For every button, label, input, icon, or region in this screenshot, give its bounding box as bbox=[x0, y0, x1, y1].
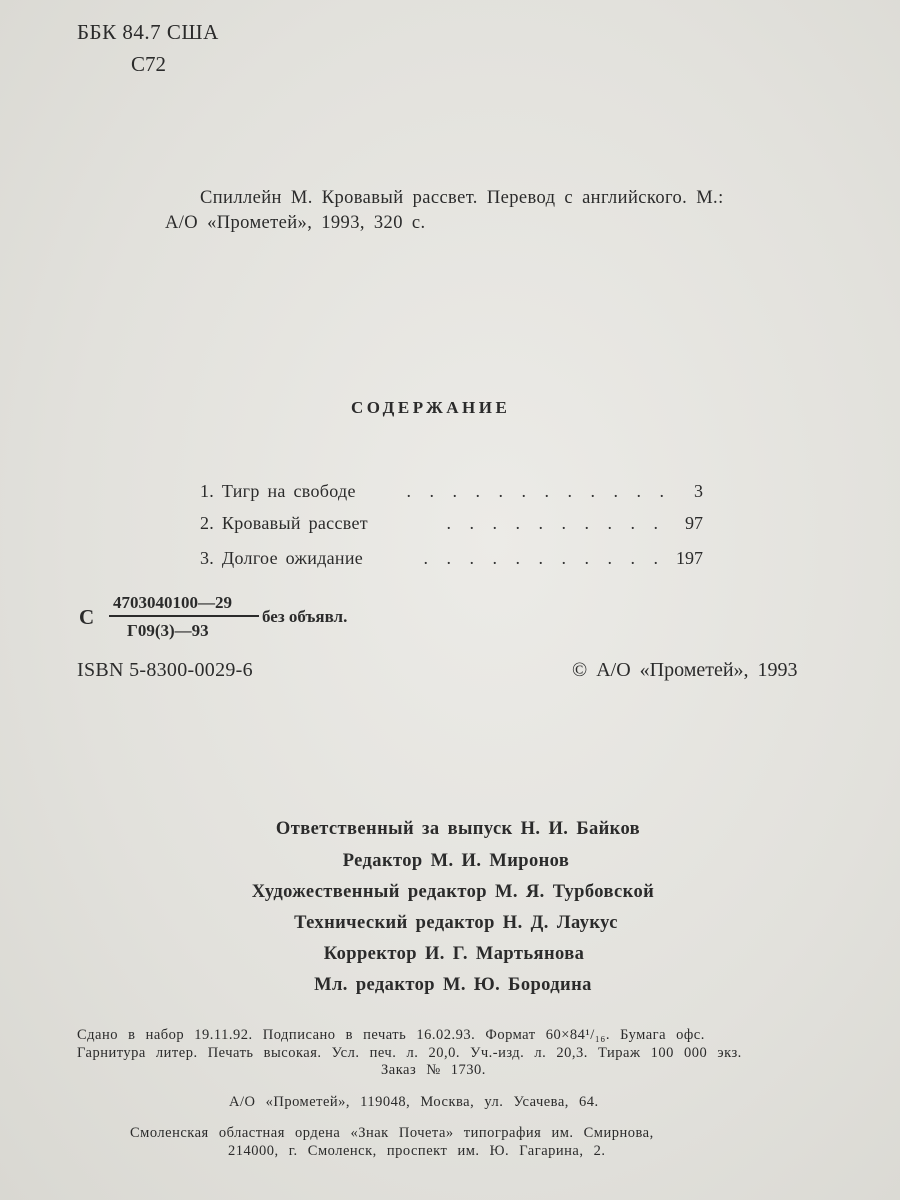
imprint-line-2: Гарнитура литер. Печать высокая. Усл. печ. л. 20,0. Уч.-изд. л. 20,3. Тираж 100 000 экз. bbox=[77, 1045, 742, 1061]
printer-line-2: 214000, г. Смоленск, проспект им. Ю. Гагарина, 2. bbox=[228, 1143, 606, 1159]
annotation-line-1: Спиллейн М. Кровавый рассвет. Перевод с английского. М.: bbox=[200, 188, 724, 208]
contents-item-page: 3 bbox=[694, 481, 703, 501]
credit-line: Редактор М. И. Миронов bbox=[342, 851, 570, 871]
index-letter: С bbox=[79, 605, 95, 629]
printer-line-1: Смоленская областная ордена «Знак Почета» типография им. Смирнова, bbox=[130, 1125, 654, 1141]
contents-item bbox=[200, 548, 703, 576]
isbn: ISBN 5-8300-0029-6 bbox=[77, 659, 253, 681]
contents-title: СОДЕРЖАНИЕ bbox=[351, 398, 511, 417]
contents-item-leader: . . . . . . . . . . bbox=[446, 513, 665, 533]
credit-line: Художественный редактор М. Я. Турбовской bbox=[251, 882, 655, 902]
contents-item-label: 3. Долгое ожидание bbox=[200, 548, 364, 568]
index-fraction-line bbox=[109, 615, 259, 617]
contents-item bbox=[200, 513, 703, 541]
copyright: © А/О «Прометей», 1993 bbox=[572, 659, 798, 681]
author-mark: С72 bbox=[131, 52, 167, 76]
imprint-line-1: Сдано в набор 19.11.92. Подписано в печать 16.02.93. Формат 60×84¹/₁₆. Бумага офс. bbox=[77, 1027, 705, 1043]
credit-line: Технический редактор Н. Д. Лаукус bbox=[294, 913, 618, 933]
credit-line: Мл. редактор М. Ю. Бородина bbox=[314, 975, 592, 995]
annotation-line-2: А/О «Прометей», 1993, 320 с. bbox=[165, 213, 426, 233]
contents-item bbox=[200, 481, 703, 509]
contents-item-leader: . . . . . . . . . . . . bbox=[406, 481, 671, 501]
contents-item-label: 1. Тигр на свободе bbox=[200, 481, 356, 501]
index-numerator: 4703040100—29 bbox=[113, 593, 232, 612]
imprint-order: Заказ № 1730. bbox=[381, 1062, 486, 1078]
contents-item-label: 2. Кровавый рассвет bbox=[200, 513, 368, 533]
contents-item-leader: . . . . . . . . . . . bbox=[423, 548, 665, 568]
credit-line: Ответственный за выпуск Н. И. Байков bbox=[275, 819, 641, 839]
bbk-code: ББК 84.7 США bbox=[77, 20, 219, 44]
index-note: без объявл. bbox=[262, 607, 348, 626]
credit-line: Корректор И. Г. Мартьянова bbox=[323, 944, 585, 964]
index-denominator: Г09(3)—93 bbox=[127, 621, 209, 640]
publisher-address: А/О «Прометей», 119048, Москва, ул. Усачева, 64. bbox=[229, 1094, 599, 1110]
contents-item-page: 197 bbox=[676, 548, 703, 568]
contents-item-page: 97 bbox=[685, 513, 703, 533]
